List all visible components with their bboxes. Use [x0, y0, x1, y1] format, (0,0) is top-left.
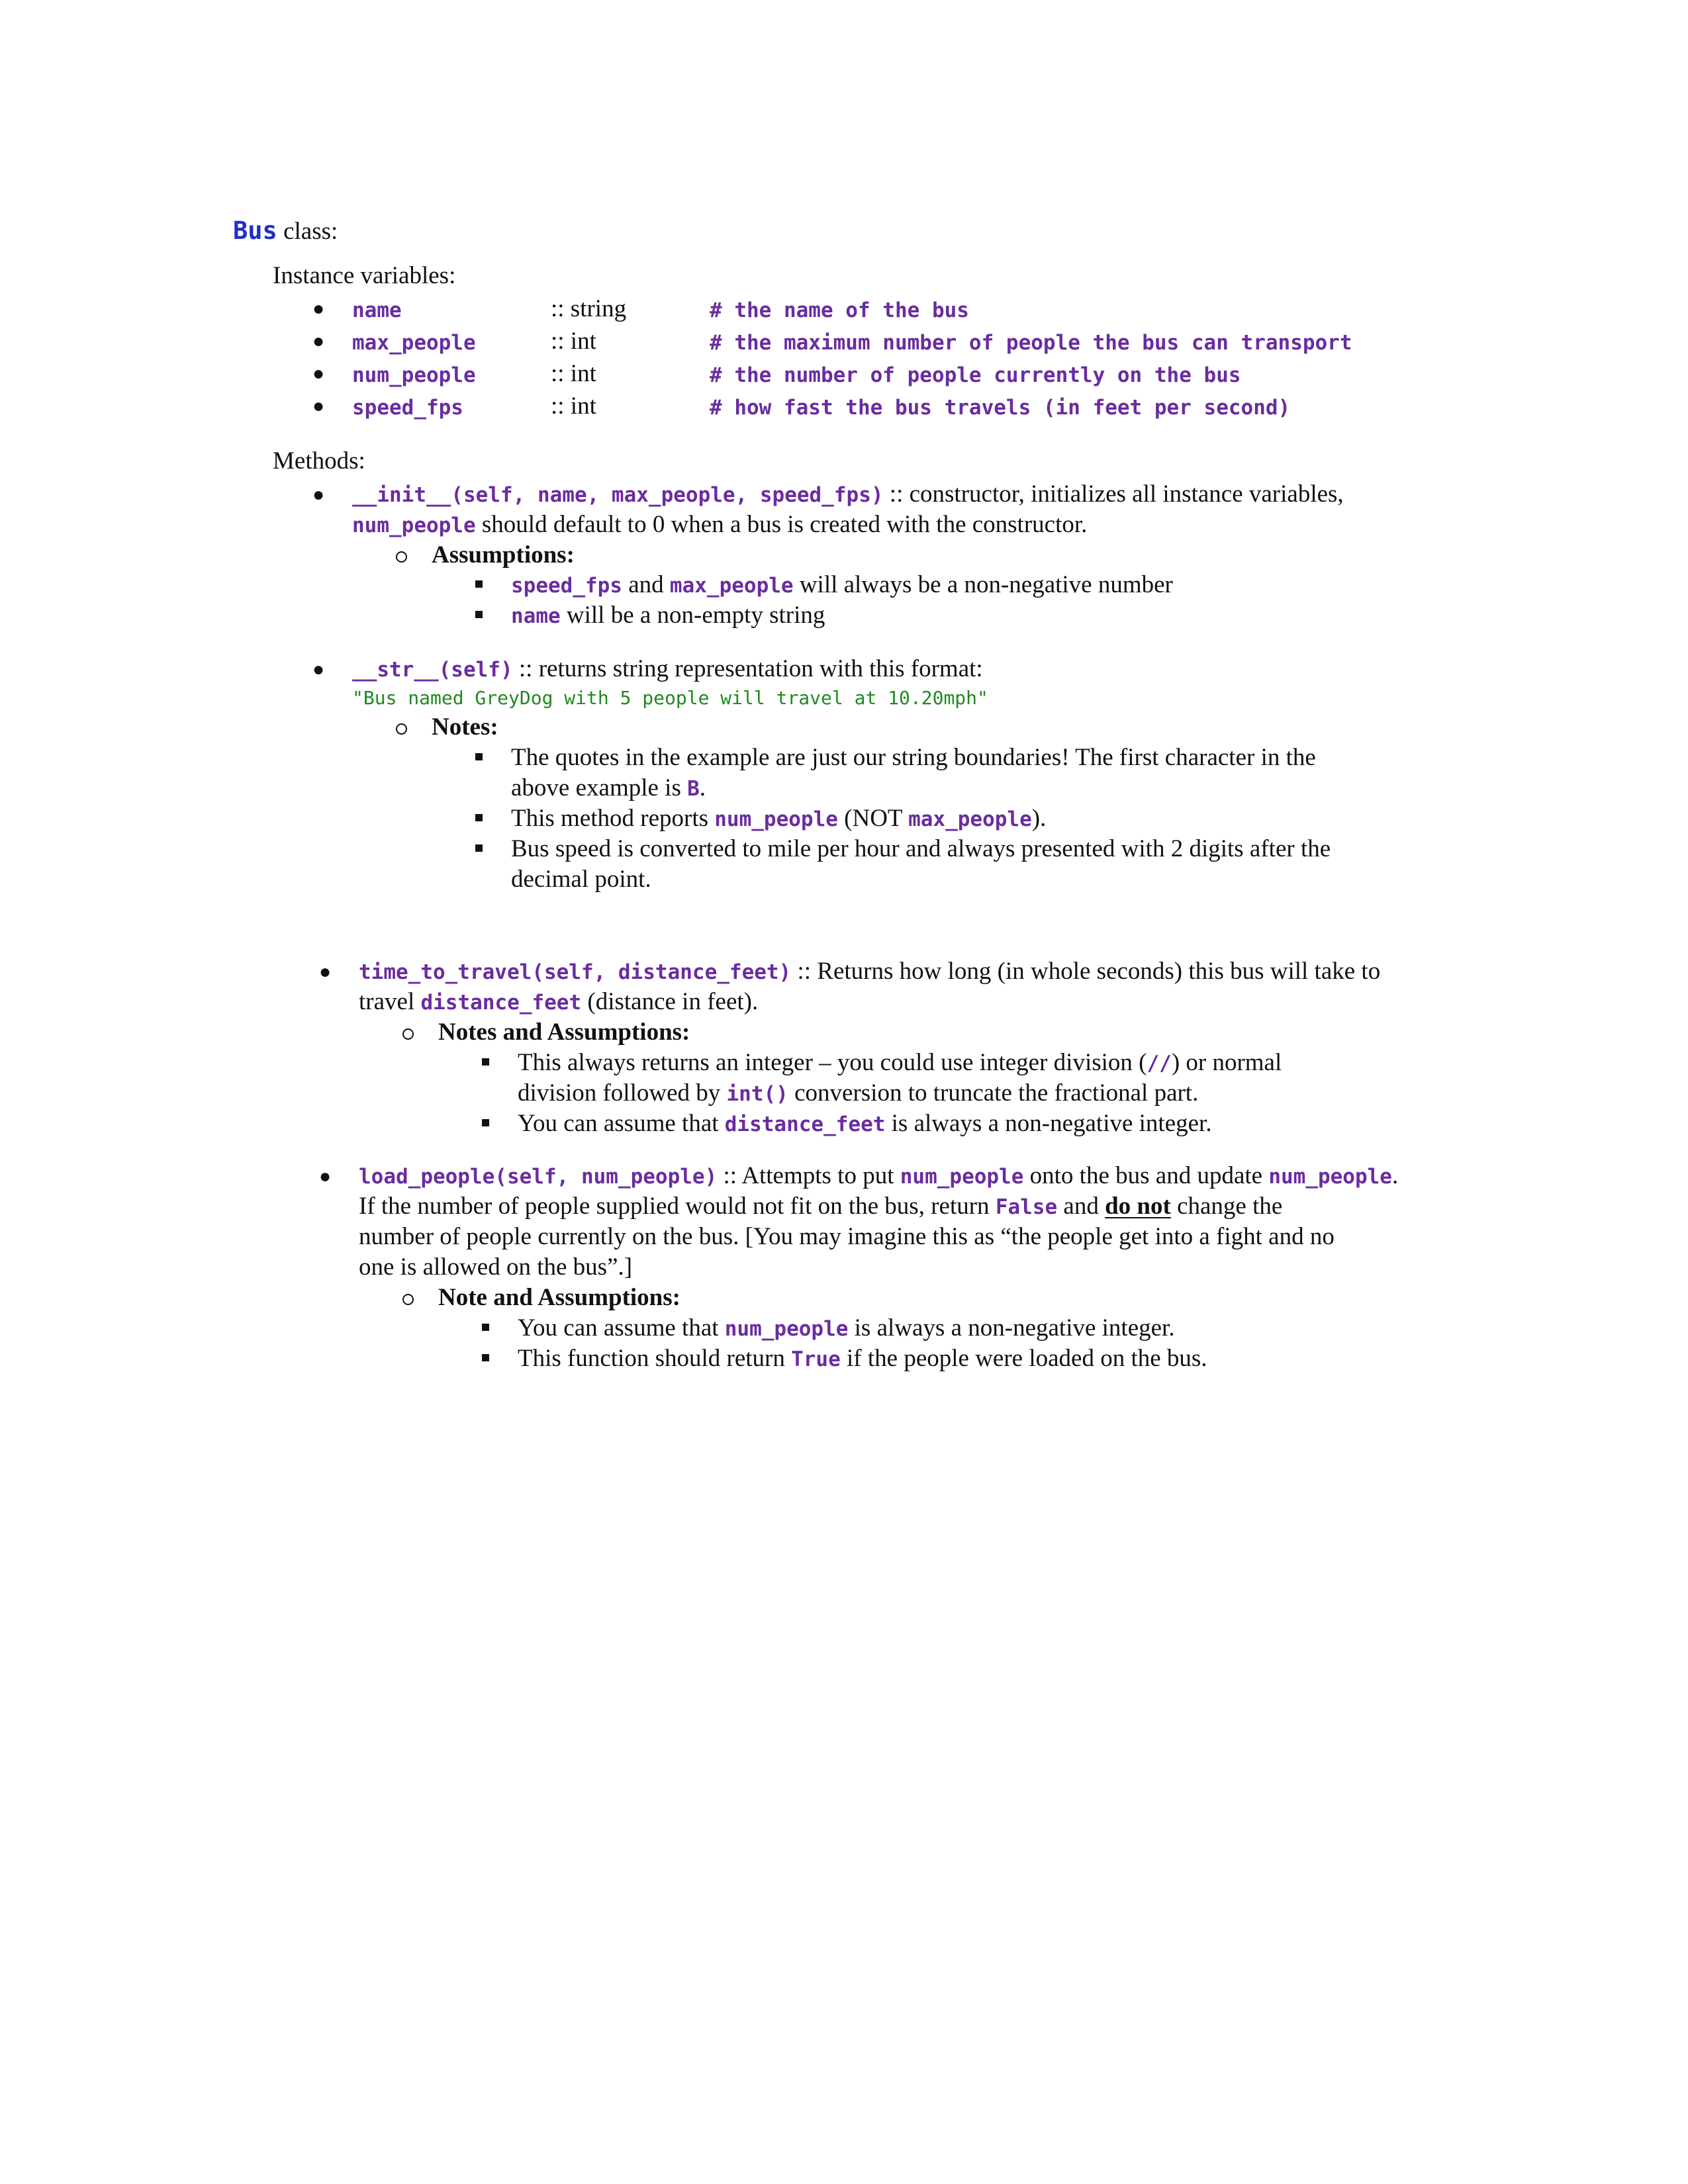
var-comment: # the number of people currently on the bus [710, 363, 1241, 387]
var-comment: # how fast the bus travels (in feet per second) [710, 396, 1291, 420]
var-type: :: int [551, 328, 596, 355]
load-note-2 [518, 1343, 1207, 1375]
text: if the people were loaded on the bus. [840, 1345, 1207, 1372]
text: This always returns an integer – you could use integer division ( [518, 1049, 1147, 1076]
load-line-1 [359, 1161, 1398, 1192]
time-note-1-line-2 [518, 1078, 1198, 1109]
inline-code: False [995, 1195, 1058, 1219]
var-name: num_people [352, 363, 476, 387]
time-notes-title [438, 1017, 690, 1048]
text: If the number of people supplied would not fit on the bus, return [359, 1193, 996, 1220]
init-signature: __init__(self, name, max_people, speed_fps) [352, 483, 884, 507]
init-line-1 [352, 479, 1344, 510]
str-note-3-line-2: decimal point. [511, 866, 651, 893]
inline-code: max_people [669, 574, 794, 598]
bullet-icon: ● [312, 484, 325, 506]
init-assumptions-title [432, 540, 575, 570]
instance-variables-title: Instance variables: [273, 262, 456, 289]
text: is always a non-negative integer. [848, 1314, 1175, 1342]
text: :: Attempts to put [717, 1162, 900, 1189]
text: . [1391, 1162, 1399, 1189]
inline-code: True [791, 1347, 841, 1371]
str-line-1 [352, 654, 983, 685]
inline-code: num_people [724, 1317, 849, 1341]
bullet-icon: ● [312, 659, 325, 680]
inline-code: distance_feet [420, 991, 582, 1015]
text: onto the bus and update [1023, 1162, 1269, 1189]
str-note-1-line-1: The quotes in the example are just our string boundaries! The first character in the [511, 744, 1316, 771]
text: conversion to truncate the fractional part. [788, 1079, 1199, 1107]
str-description: :: returns string representation with this format: [512, 655, 983, 682]
inline-code: // [1147, 1052, 1172, 1075]
init-assumption-1 [511, 570, 1173, 601]
load-line-2 [359, 1191, 1282, 1222]
text: (distance in feet). [581, 988, 759, 1015]
text: This method reports [511, 805, 715, 832]
bullet-icon: ● [312, 363, 325, 385]
init-line-2 [352, 510, 1087, 541]
inline-code: num_people [714, 807, 838, 831]
str-notes-title [432, 712, 498, 743]
inline-code: distance_feet [724, 1113, 886, 1136]
load-notes-title [438, 1283, 680, 1313]
init-description: :: constructor, initializes all instance variables, [883, 480, 1344, 508]
class-word: class: [277, 218, 338, 245]
square-bullet-icon [475, 753, 483, 760]
inline-code: int() [726, 1082, 788, 1106]
load-signature: load_people(self, num_people) [359, 1165, 718, 1189]
time-line-2 [359, 987, 758, 1018]
text: . [699, 774, 706, 801]
load-line-3: number of people currently on the bus. [You may imagine this as “the people get into a fight and no [359, 1223, 1335, 1250]
str-signature: __str__(self) [352, 658, 513, 682]
class-name: Bus [233, 216, 277, 245]
text: division followed by [518, 1079, 727, 1107]
str-note-2 [511, 803, 1046, 835]
text: is always a non-negative integer. [885, 1110, 1212, 1137]
inline-code: num_people [1268, 1165, 1392, 1189]
text: above example is [511, 774, 688, 801]
str-note-1-line-2 [511, 773, 706, 804]
load-line-4: one is allowed on the bus”.] [359, 1253, 633, 1281]
bullet-icon: ● [312, 395, 325, 417]
var-name: speed_fps [352, 396, 463, 420]
subheading: Note and Assumptions: [438, 1284, 680, 1311]
square-bullet-icon [475, 814, 483, 821]
time-description: :: Returns how long (in whole seconds) this bus will take to [791, 958, 1381, 985]
square-bullet-icon [475, 580, 483, 588]
square-bullet-icon [475, 844, 483, 852]
square-bullet-icon [482, 1354, 489, 1361]
circle-bullet-icon [402, 1028, 414, 1040]
load-note-1 [518, 1313, 1175, 1344]
text: You can assume that [518, 1110, 725, 1137]
str-example: "Bus named GreyDog with 5 people will travel at 10.20mph" [352, 687, 988, 709]
str-note-3-line-1: Bus speed is converted to mile per hour and always presented with 2 digits after the [511, 835, 1331, 862]
inline-code: max_people [908, 807, 1032, 831]
var-comment: # the maximum number of people the bus can transport [710, 331, 1352, 355]
var-type: :: int [551, 360, 596, 387]
bullet-icon: ● [312, 330, 325, 352]
square-bullet-icon [482, 1058, 489, 1066]
subheading: Notes and Assumptions: [438, 1019, 690, 1046]
bullet-icon: ● [319, 1165, 332, 1187]
emphasis-text: do not [1105, 1193, 1171, 1220]
inline-code: name [511, 604, 561, 628]
class-heading [233, 216, 338, 247]
text: This function should return [518, 1345, 792, 1372]
inline-code: speed_fps [511, 574, 622, 598]
square-bullet-icon [475, 611, 483, 618]
text: You can assume that [518, 1314, 725, 1342]
square-bullet-icon [482, 1119, 489, 1126]
text: (NOT [837, 805, 909, 832]
circle-bullet-icon [396, 723, 407, 735]
inline-code: B [687, 777, 700, 801]
circle-bullet-icon [396, 551, 407, 563]
init-line-2-text: should default to 0 when a bus is created with the constructor. [475, 511, 1088, 538]
var-comment: # the name of the bus [710, 298, 969, 322]
var-name: max_people [352, 331, 476, 355]
var-type: :: string [551, 295, 627, 322]
square-bullet-icon [482, 1324, 489, 1331]
time-note-2 [518, 1109, 1212, 1140]
subheading: Assumptions: [432, 541, 575, 569]
inline-code: num_people [352, 514, 476, 537]
text: ) or normal [1171, 1049, 1282, 1076]
circle-bullet-icon [402, 1294, 414, 1305]
bullet-icon: ● [319, 961, 332, 983]
init-assumption-2 [511, 600, 825, 631]
time-signature: time_to_travel(self, distance_feet) [359, 960, 792, 984]
text: and [622, 571, 670, 598]
text: change the [1170, 1193, 1283, 1220]
subheading: Notes: [432, 713, 498, 741]
text: and [1057, 1193, 1105, 1220]
inline-code: num_people [900, 1165, 1024, 1189]
bullet-icon: ● [312, 298, 325, 320]
var-name: name [352, 298, 402, 322]
var-type: :: int [551, 392, 596, 420]
time-line-1 [359, 956, 1380, 987]
methods-title: Methods: [273, 447, 365, 475]
text: travel [359, 988, 421, 1015]
text: will always be a non-negative number [793, 571, 1173, 598]
time-note-1-line-1 [518, 1048, 1282, 1079]
text: will be a non-empty string [560, 602, 825, 629]
text: ). [1031, 805, 1047, 832]
